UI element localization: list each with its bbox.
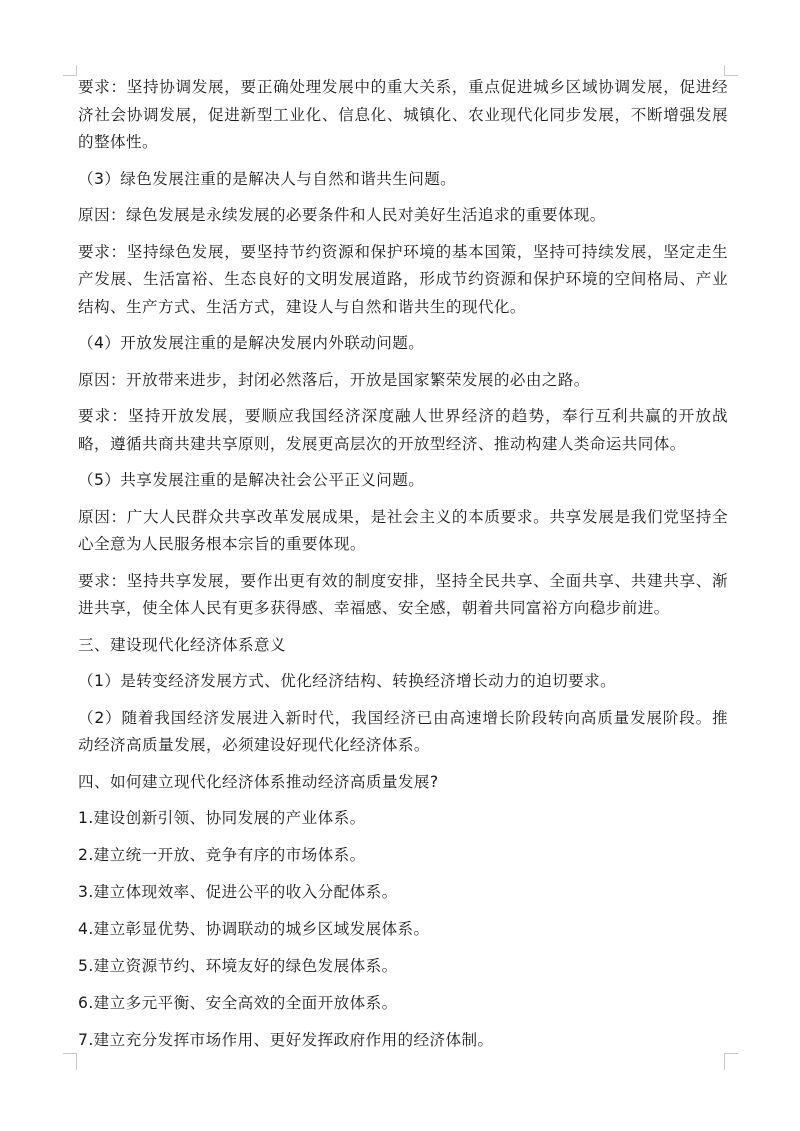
list-item: 1.建设创新引领、协同发展的产业体系。 (78, 809, 366, 827)
measures-list (78, 805, 728, 1055)
section-heading-4: 四、如何建立现代化经济体系推动经济高质量发展? (78, 772, 439, 791)
subheading-green-development: （3）绿色发展注重的是解决人与自然和谐共生问题。 (78, 169, 457, 188)
subheading-open-development: （4）开放发展注重的是解决发展内外联动问题。 (78, 334, 425, 352)
reason-paragraph: 原因：绿色发展是永续发展的必要条件和人民对美好生活追求的重要体现。 (78, 206, 606, 224)
reason-paragraph: 原因：开放带来进步，封闭必然落后，开放是国家繁荣发展的必由之路。 (78, 370, 590, 389)
subheading-shared-development: （5）共享发展注重的是解决社会公平正义问题。 (78, 471, 425, 489)
requirement-paragraph: 要求：坚持开放发展，要顺应我国经济深度融人世界经济的趋势，奉行互利共赢的开放战略，遵循共商共建共享原则，发展更高层次的开放型经济、推动构建人类命运共同体。 (78, 407, 728, 453)
list-item: 4.建立彰显优势、协调联动的城乡区域发展体系。 (78, 920, 430, 938)
list-item: 7.建立充分发挥市场作用、更好发挥政府作用的经济体制。 (78, 1031, 494, 1049)
crop-mark-top-left (63, 65, 77, 76)
document-body (78, 74, 728, 1064)
crop-mark-bottom-left (63, 1053, 77, 1070)
section-heading-3: 三、建设现代化经济体系意义 (78, 635, 286, 654)
significance-item-2: （2）随着我国经济发展进入新时代，我国经济已由高速增长阶段转向高质量发展阶段。推动经济高质量发展，必须建设好现代化经济体系。 (78, 708, 728, 754)
requirement-paragraph: 要求：坚持绿色发展，要坚持节约资源和保护环境的基本国策，坚持可持续发展，坚定走生产发展、生活富裕、生态良好的文明发展道路，形成节约资源和保护环境的空间格局、产业结构、生产方式、生活方式，建设人与自然和谐共生的现代化。 (78, 242, 728, 316)
list-item: 3.建立体现效率、促进公平的收入分配体系。 (78, 883, 398, 901)
requirement-paragraph: 要求：坚持协调发展，要正确处理发展中的重大关系，重点促进城乡区域协调发展，促进经济社会协调发展，促进新型工业化、信息化、城镇化、农业现代化同步发展，不断增强发展的整体性。 (78, 78, 728, 151)
significance-item-1: （1）是转变经济发展方式、优化经济结构、转换经济增长动力的迫切要求。 (78, 672, 617, 690)
list-item: 2.建立统一开放、竞争有序的市场体系。 (78, 846, 366, 864)
reason-paragraph: 原因：广大人民群众共享改革发展成果，是社会主义的本质要求。共享发展是我们党坚持全心全意为人民服务根本宗旨的重要体现。 (78, 507, 728, 553)
list-item: 6.建立多元平衡、安全高效的全面开放体系。 (78, 994, 398, 1012)
list-item: 5.建立资源节约、环境友好的绿色发展体系。 (78, 957, 398, 975)
requirement-paragraph: 要求：坚持共享发展，要作出更有效的制度安排，坚持全民共享、全面共享、共建共享、渐进共享，使全体人民有更多获得感、幸福感、安全感，朝着共同富裕方向稳步前进。 (78, 571, 728, 617)
